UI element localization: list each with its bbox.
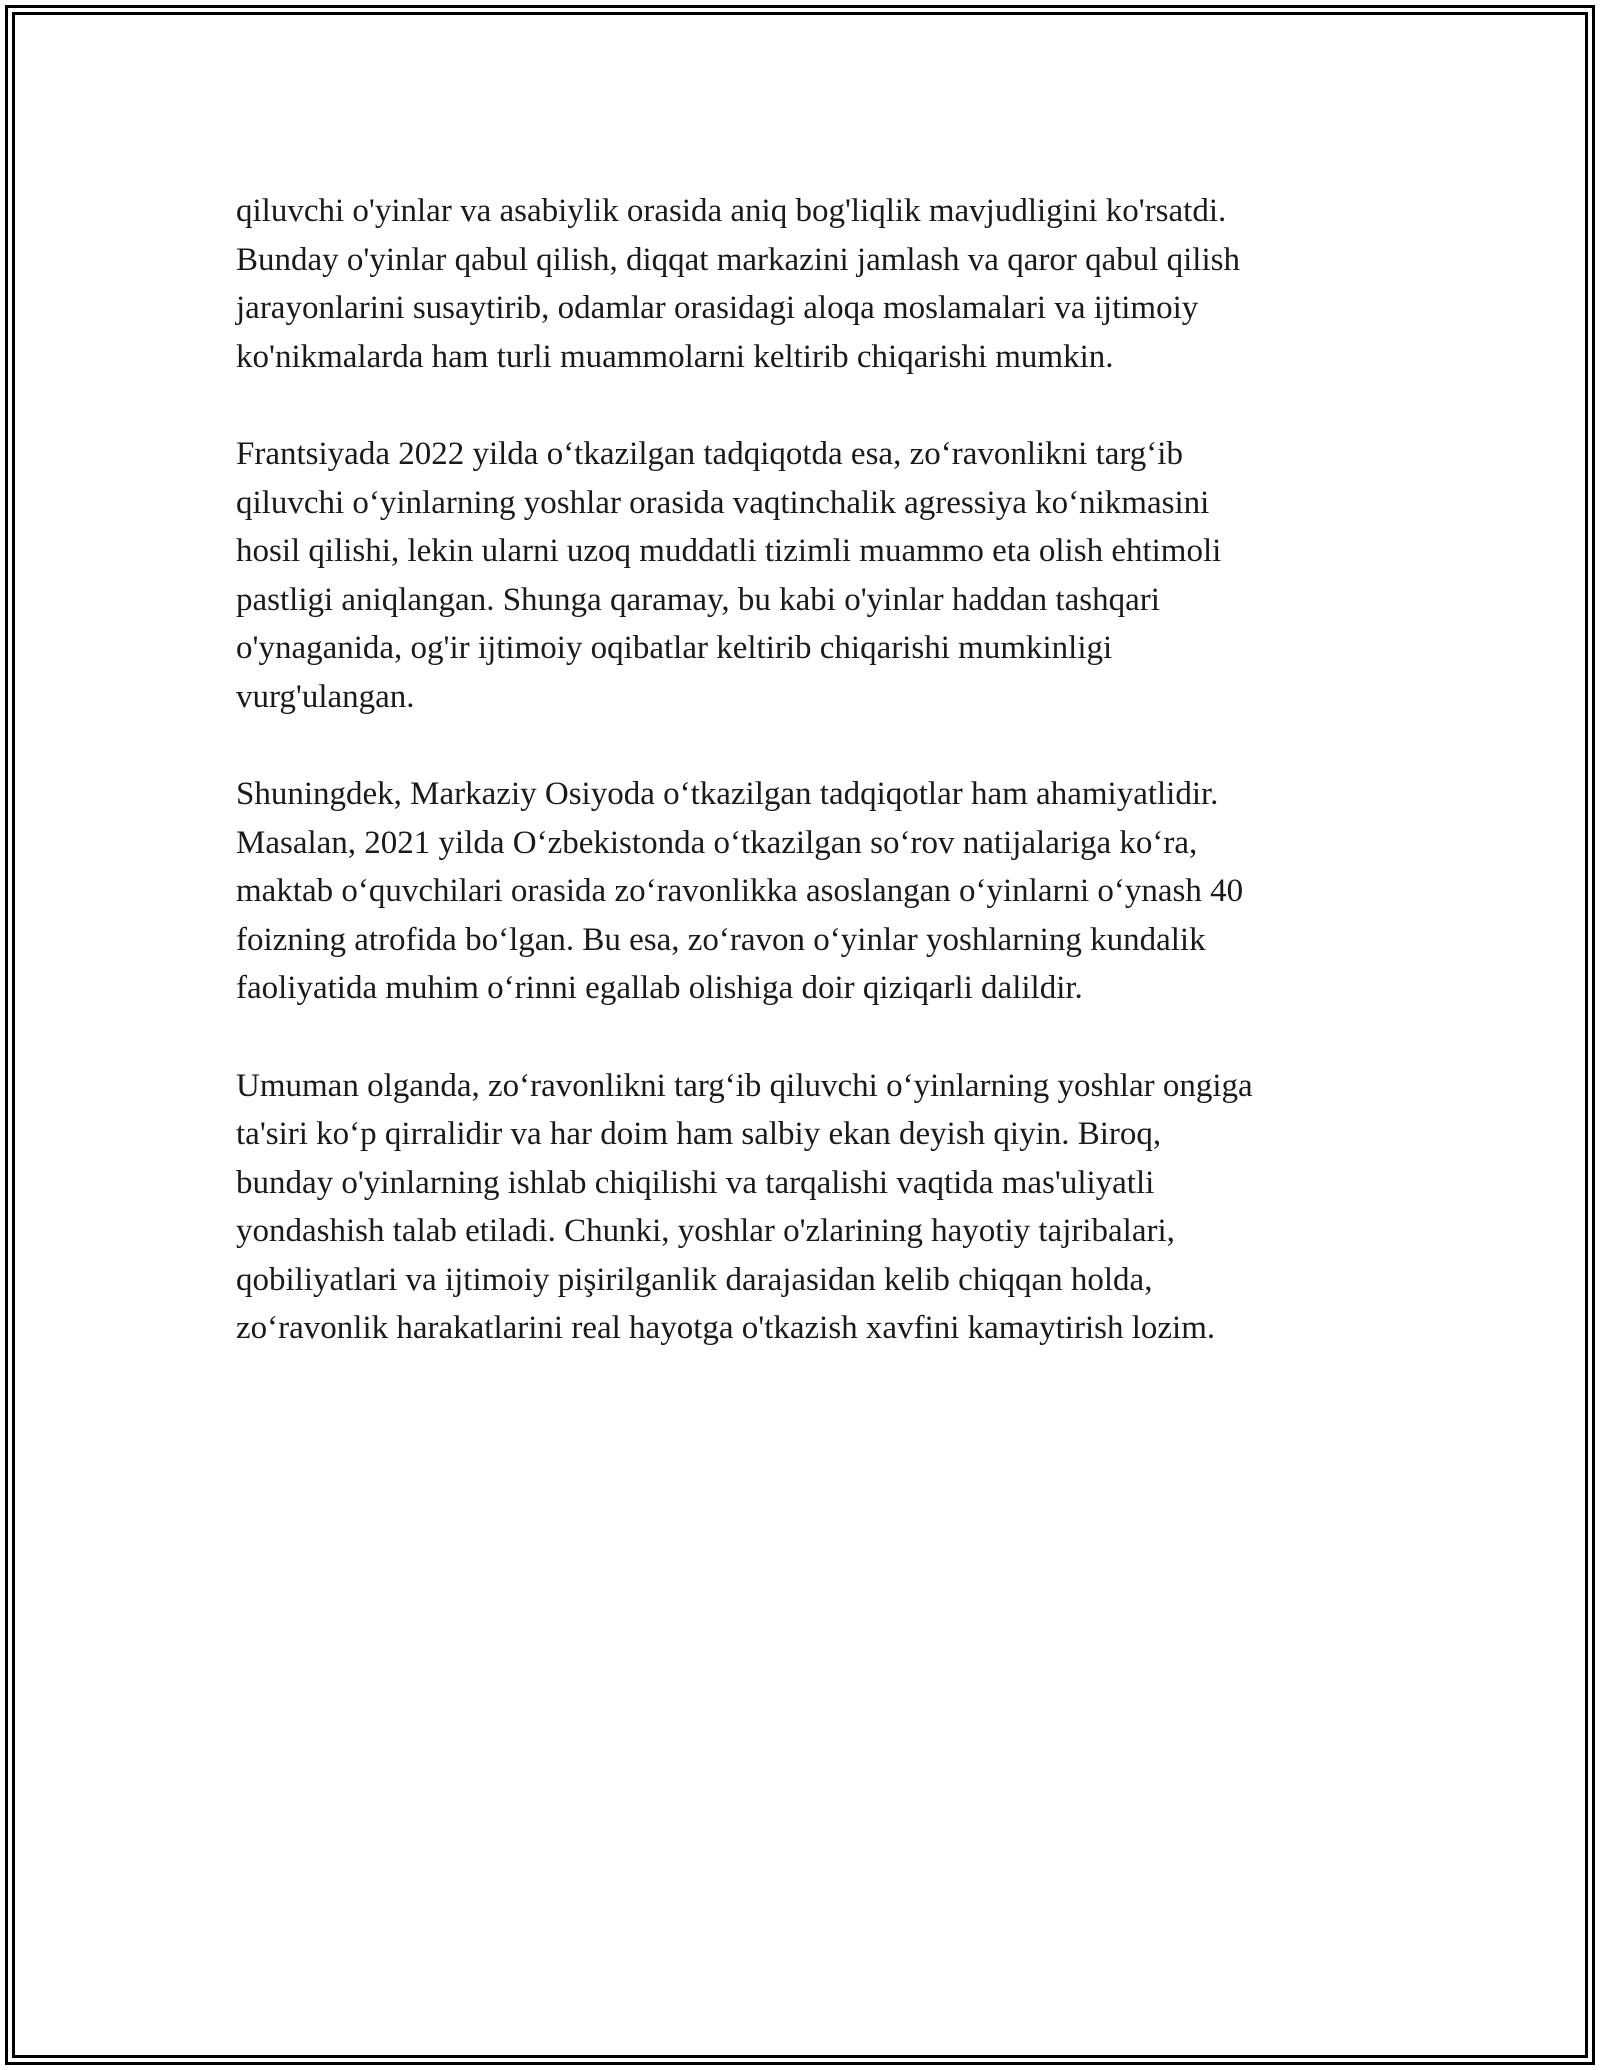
paragraph-4 — [236, 1062, 1396, 1353]
text-line: Masalan, 2021 yilda O‘zbekistonda o‘tkazilgan so‘rov natijalariga ko‘ra, — [236, 824, 1198, 861]
text-line: bunday o'yinlarning ishlab chiqilishi va tarqalishi vaqtida mas'uliyatli — [236, 1164, 1155, 1201]
text-line: qiluvchi o'yinlar va asabiylik orasida aniq bog'liqlik mavjudligini ko'rsatdi. — [236, 193, 1227, 229]
text-line: Shuningdek, Markaziy Osiyoda o‘tkazilgan tadqiqotlar ham ahamiyatlidir. — [236, 776, 1219, 812]
text-line: jarayonlarini susaytirib, odamlar orasidagi aloqa moslamalari va ijtimoiy — [236, 290, 1199, 326]
text-line: pastligi aniqlangan. Shunga qaramay, bu kabi o'yinlar haddan tashqari — [236, 581, 1160, 618]
text-line: foizning atrofida bo‘lgan. Bu esa, zo‘ravon o‘yinlar yoshlarning kundalik — [236, 921, 1206, 958]
text-line: Bunday o'yinlar qabul qilish, diqqat markazini jamlash va qaror qabul qilish — [236, 241, 1240, 278]
text-line: hosil qilishi, lekin ularni uzoq muddatli tizimli muammo eta olish ehtimoli — [236, 533, 1222, 569]
text-line: zo‘ravonlik harakatlarini real hayotga o'tkazish xavfini kamaytirish lozim. — [236, 1310, 1216, 1346]
paragraph-1 — [236, 187, 1396, 381]
text-line: ko'nikmalarda ham turli muammolarni keltirib chiqarishi mumkin. — [236, 338, 1114, 375]
paragraph-3 — [236, 770, 1396, 1013]
text-line: qiluvchi o‘yinlarning yoshlar orasida vaqtinchalik agressiya ko‘nikmasini — [236, 484, 1210, 521]
text-line: vurg'ulangan. — [236, 678, 415, 715]
paragraph-2 — [236, 430, 1396, 721]
text-line: ta'siri ko‘p qirralidir va har doim ham salbiy ekan deyish qiyin. Biroq, — [236, 1116, 1162, 1152]
text-line: Frantsiyada 2022 yilda o‘tkazilgan tadqiqotda esa, zo‘ravonlikni targ‘ib — [236, 436, 1183, 472]
text-line: faoliyatida muhim o‘rinni egallab olishiga doir qiziqarli dalildir. — [236, 970, 1083, 1006]
text-line: yondashish talab etiladi. Chunki, yoshlar o'zlarining hayotiy tajribalari, — [236, 1213, 1175, 1249]
text-line: Umuman olganda, zo‘ravonlikni targ‘ib qiluvchi o‘yinlarning yoshlar ongiga — [236, 1067, 1253, 1104]
text-line: maktab o‘quvchilari orasida zo‘ravonlikka asoslangan o‘yinlarni o‘ynash 40 — [236, 873, 1244, 909]
document-body — [236, 187, 1396, 1402]
text-line: qobiliyatlari va ijtimoiy pişirilganlik darajasidan kelib chiqqan holda, — [236, 1261, 1153, 1298]
text-line: o'ynaganida, og'ir ijtimoiy oqibatlar keltirib chiqarishi mumkinligi — [236, 630, 1113, 666]
